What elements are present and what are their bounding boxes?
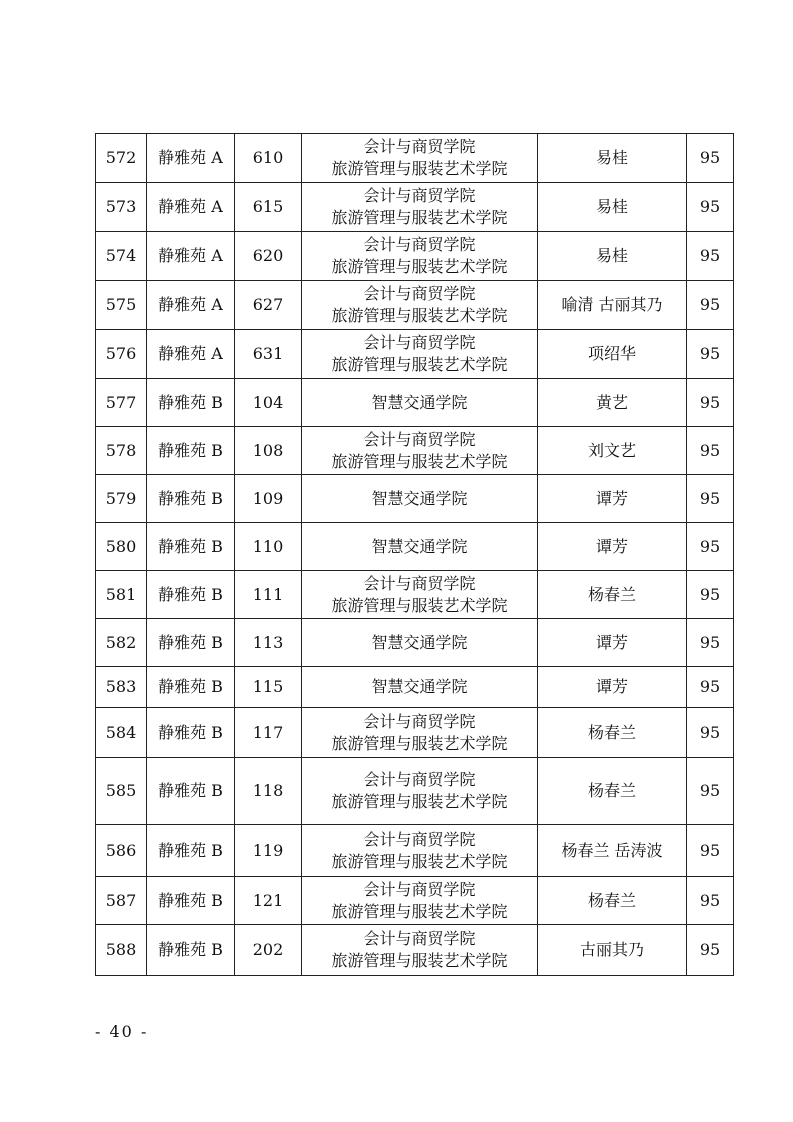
- college-name: 会计与商贸学院: [363, 829, 476, 849]
- person-cell: 谭芳: [538, 475, 687, 523]
- building-cell: 静雅苑 B: [147, 619, 235, 667]
- college-name: 会计与商贸学院: [363, 186, 476, 205]
- row-number-cell: 584: [96, 708, 147, 758]
- row-number-cell: 578: [96, 427, 147, 475]
- college-cell: [302, 379, 538, 427]
- row-number-cell: 577: [96, 379, 147, 427]
- college-name: 智慧交通学院: [371, 536, 468, 556]
- college-cell: [302, 475, 538, 523]
- person-cell: 谭芳: [538, 523, 687, 571]
- person-cell: 易桂: [538, 134, 687, 183]
- room-cell: 631: [235, 330, 302, 379]
- building-cell: 静雅苑 A: [147, 232, 235, 281]
- college-name: 旅游管理与服装艺术学院: [331, 355, 508, 374]
- row-number-cell: 585: [96, 758, 147, 825]
- college-name: 智慧交通学院: [371, 632, 468, 652]
- person-cell: 古丽其乃: [538, 925, 687, 976]
- row-number-cell: 588: [96, 925, 147, 976]
- person-cell: 易桂: [538, 232, 687, 281]
- score-cell: 95: [687, 475, 734, 523]
- room-cell: 119: [235, 825, 302, 877]
- college-name: 旅游管理与服装艺术学院: [331, 851, 508, 871]
- building-cell: 静雅苑 B: [147, 571, 235, 619]
- table-row: [96, 708, 734, 758]
- college-cell: [302, 330, 538, 379]
- person-cell: 杨春兰 岳涛波: [538, 825, 687, 877]
- room-cell: 627: [235, 281, 302, 330]
- college-name: 会计与商贸学院: [363, 770, 476, 789]
- score-cell: 95: [687, 877, 734, 925]
- room-cell: 610: [235, 134, 302, 183]
- person-cell: 黄艺: [538, 379, 687, 427]
- college-name: 会计与商贸学院: [363, 573, 476, 593]
- table-row: [96, 925, 734, 976]
- college-name: 旅游管理与服装艺术学院: [331, 451, 508, 471]
- college-cell: [302, 619, 538, 667]
- room-cell: 620: [235, 232, 302, 281]
- row-number-cell: 574: [96, 232, 147, 281]
- college-name: 会计与商贸学院: [363, 333, 476, 352]
- college-cell: [302, 825, 538, 877]
- college-name: 旅游管理与服装艺术学院: [331, 306, 508, 325]
- college-name: 旅游管理与服装艺术学院: [331, 733, 508, 753]
- room-cell: 111: [235, 571, 302, 619]
- table-row: [96, 330, 734, 379]
- room-cell: 109: [235, 475, 302, 523]
- college-name: 会计与商贸学院: [363, 929, 476, 948]
- building-cell: 静雅苑 B: [147, 475, 235, 523]
- room-cell: 108: [235, 427, 302, 475]
- score-cell: 95: [687, 758, 734, 825]
- college-name: 会计与商贸学院: [363, 879, 476, 899]
- person-cell: 谭芳: [538, 667, 687, 708]
- dormitory-score-table: [95, 133, 734, 976]
- row-number-cell: 587: [96, 877, 147, 925]
- row-number-cell: 575: [96, 281, 147, 330]
- college-name: 旅游管理与服装艺术学院: [331, 595, 508, 615]
- room-cell: 113: [235, 619, 302, 667]
- score-cell: 95: [687, 523, 734, 571]
- person-cell: 杨春兰: [538, 758, 687, 825]
- table-row: [96, 758, 734, 825]
- table-row: [96, 183, 734, 232]
- row-number-cell: 580: [96, 523, 147, 571]
- building-cell: 静雅苑 B: [147, 708, 235, 758]
- college-name: 会计与商贸学院: [363, 429, 476, 449]
- row-number-cell: 572: [96, 134, 147, 183]
- building-cell: 静雅苑 A: [147, 330, 235, 379]
- building-cell: 静雅苑 B: [147, 427, 235, 475]
- building-cell: 静雅苑 B: [147, 925, 235, 976]
- person-cell: 喻清 古丽其乃: [538, 281, 687, 330]
- building-cell: 静雅苑 B: [147, 667, 235, 708]
- person-cell: 刘文艺: [538, 427, 687, 475]
- score-cell: 95: [687, 330, 734, 379]
- person-cell: 谭芳: [538, 619, 687, 667]
- table-body: [96, 134, 734, 976]
- row-number-cell: 581: [96, 571, 147, 619]
- score-cell: 95: [687, 281, 734, 330]
- college-cell: [302, 427, 538, 475]
- table-row: [96, 825, 734, 877]
- score-cell: 95: [687, 427, 734, 475]
- building-cell: 静雅苑 B: [147, 379, 235, 427]
- table-row: [96, 379, 734, 427]
- college-cell: [302, 134, 538, 183]
- person-cell: 易桂: [538, 183, 687, 232]
- college-cell: [302, 281, 538, 330]
- person-cell: 项绍华: [538, 330, 687, 379]
- row-number-cell: 576: [96, 330, 147, 379]
- college-cell: [302, 758, 538, 825]
- college-name: 旅游管理与服装艺术学院: [331, 951, 508, 970]
- building-cell: 静雅苑 B: [147, 523, 235, 571]
- room-cell: 118: [235, 758, 302, 825]
- row-number-cell: 586: [96, 825, 147, 877]
- college-cell: [302, 925, 538, 976]
- college-name: 旅游管理与服装艺术学院: [331, 901, 508, 921]
- college-cell: [302, 708, 538, 758]
- building-cell: 静雅苑 A: [147, 134, 235, 183]
- page-number: - 40 -: [95, 1022, 149, 1041]
- row-number-cell: 583: [96, 667, 147, 708]
- building-cell: 静雅苑 A: [147, 281, 235, 330]
- college-name: 智慧交通学院: [371, 677, 468, 696]
- room-cell: 110: [235, 523, 302, 571]
- score-cell: 95: [687, 134, 734, 183]
- score-cell: 95: [687, 571, 734, 619]
- score-cell: 95: [687, 232, 734, 281]
- room-cell: 104: [235, 379, 302, 427]
- table-row: [96, 619, 734, 667]
- college-name: 会计与商贸学院: [363, 137, 476, 156]
- college-cell: [302, 877, 538, 925]
- row-number-cell: 579: [96, 475, 147, 523]
- person-cell: 杨春兰: [538, 708, 687, 758]
- table-row: [96, 667, 734, 708]
- table-row: [96, 232, 734, 281]
- room-cell: 117: [235, 708, 302, 758]
- college-name: 旅游管理与服装艺术学院: [331, 208, 508, 227]
- college-cell: [302, 183, 538, 232]
- score-cell: 95: [687, 925, 734, 976]
- score-cell: 95: [687, 183, 734, 232]
- table-row: [96, 571, 734, 619]
- room-cell: 615: [235, 183, 302, 232]
- person-cell: 杨春兰: [538, 877, 687, 925]
- score-cell: 95: [687, 667, 734, 708]
- row-number-cell: 573: [96, 183, 147, 232]
- room-cell: 202: [235, 925, 302, 976]
- college-cell: [302, 571, 538, 619]
- building-cell: 静雅苑 B: [147, 877, 235, 925]
- score-cell: 95: [687, 708, 734, 758]
- table-row: [96, 427, 734, 475]
- building-cell: 静雅苑 B: [147, 758, 235, 825]
- college-name: 旅游管理与服装艺术学院: [331, 792, 508, 811]
- college-name: 会计与商贸学院: [363, 711, 476, 731]
- college-name: 智慧交通学院: [371, 488, 468, 508]
- table-row: [96, 281, 734, 330]
- table-row: [96, 475, 734, 523]
- score-cell: 95: [687, 619, 734, 667]
- college-name: 旅游管理与服装艺术学院: [331, 257, 508, 276]
- table-row: [96, 134, 734, 183]
- college-name: 会计与商贸学院: [363, 284, 476, 303]
- room-cell: 115: [235, 667, 302, 708]
- college-name: 会计与商贸学院: [363, 235, 476, 254]
- college-cell: [302, 523, 538, 571]
- building-cell: 静雅苑 B: [147, 825, 235, 877]
- college-name: 旅游管理与服装艺术学院: [331, 159, 508, 178]
- score-cell: 95: [687, 825, 734, 877]
- building-cell: 静雅苑 A: [147, 183, 235, 232]
- score-cell: 95: [687, 379, 734, 427]
- table-row: [96, 877, 734, 925]
- room-cell: 121: [235, 877, 302, 925]
- college-name: 智慧交通学院: [371, 392, 468, 412]
- college-cell: [302, 232, 538, 281]
- person-cell: 杨春兰: [538, 571, 687, 619]
- row-number-cell: 582: [96, 619, 147, 667]
- college-cell: [302, 667, 538, 708]
- table-row: [96, 523, 734, 571]
